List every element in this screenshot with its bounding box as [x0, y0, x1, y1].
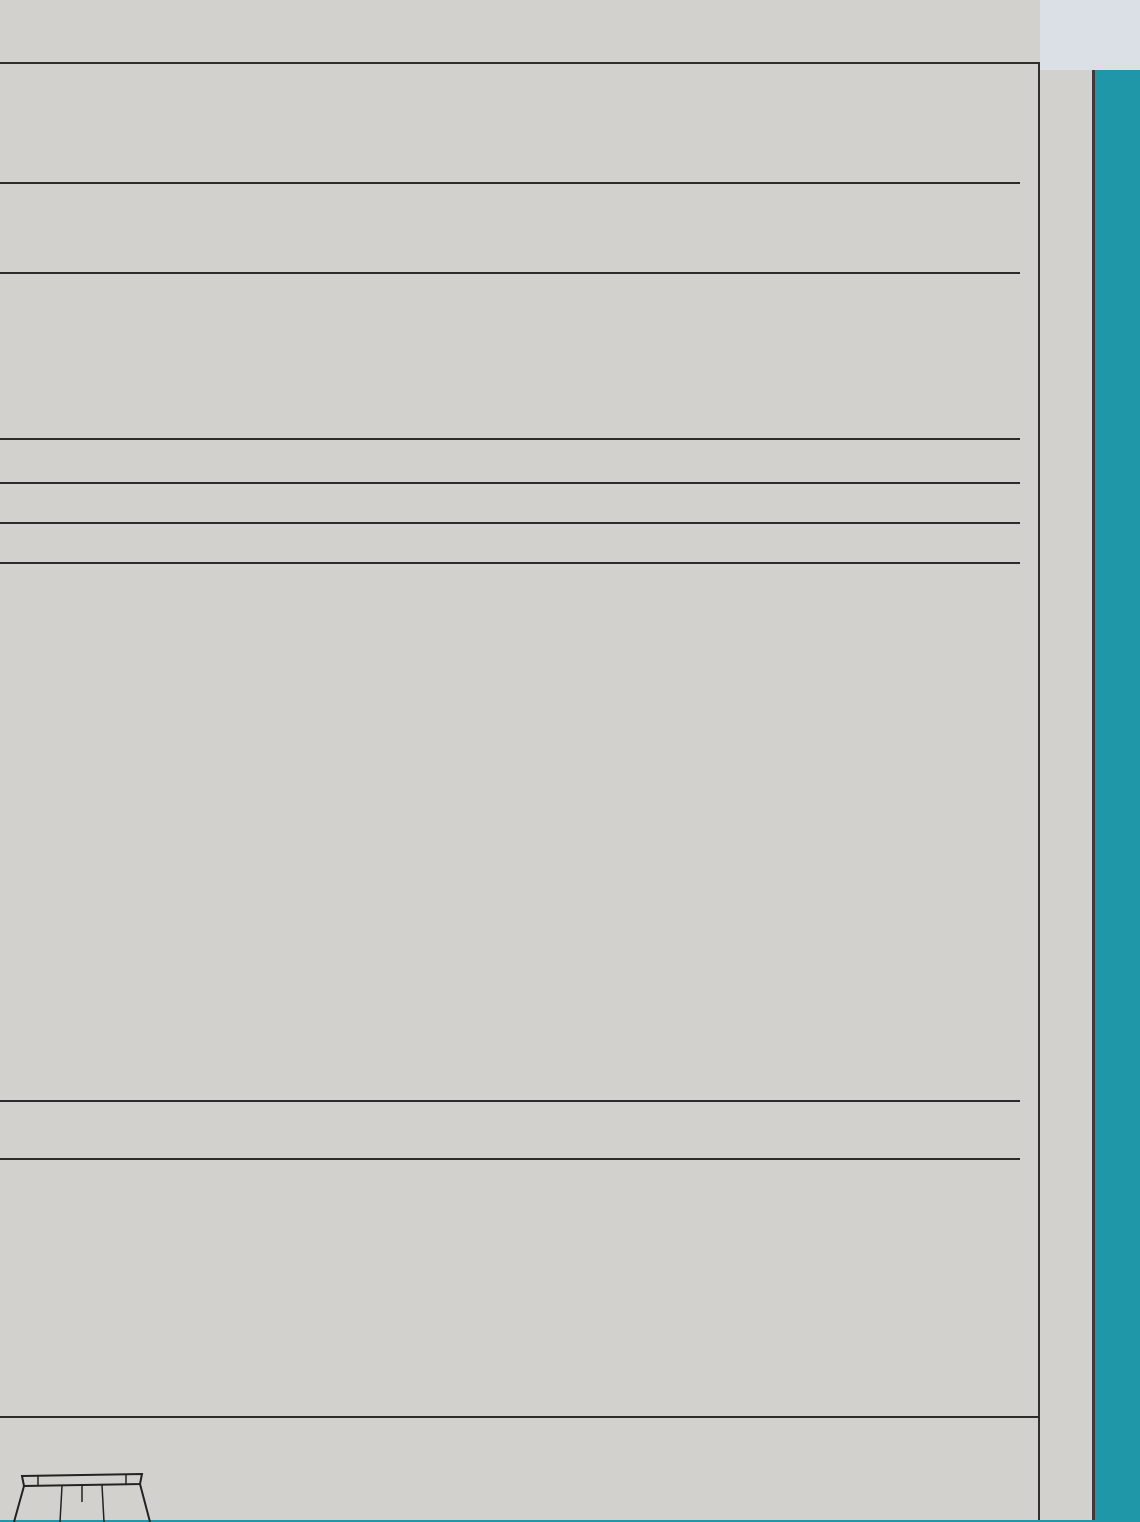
- divider: [0, 1158, 1020, 1160]
- divider: [0, 272, 1020, 274]
- paper-corner: [1040, 0, 1140, 70]
- measurement-chart: [0, 62, 1040, 1520]
- divider: [0, 482, 1020, 484]
- skirt-sketch-icon: [12, 1462, 152, 1522]
- divider: [0, 1416, 1040, 1418]
- divider: [0, 182, 1020, 184]
- divider: [0, 522, 1020, 524]
- divider: [0, 438, 1020, 440]
- divider: [0, 562, 1020, 564]
- divider: [0, 1100, 1020, 1102]
